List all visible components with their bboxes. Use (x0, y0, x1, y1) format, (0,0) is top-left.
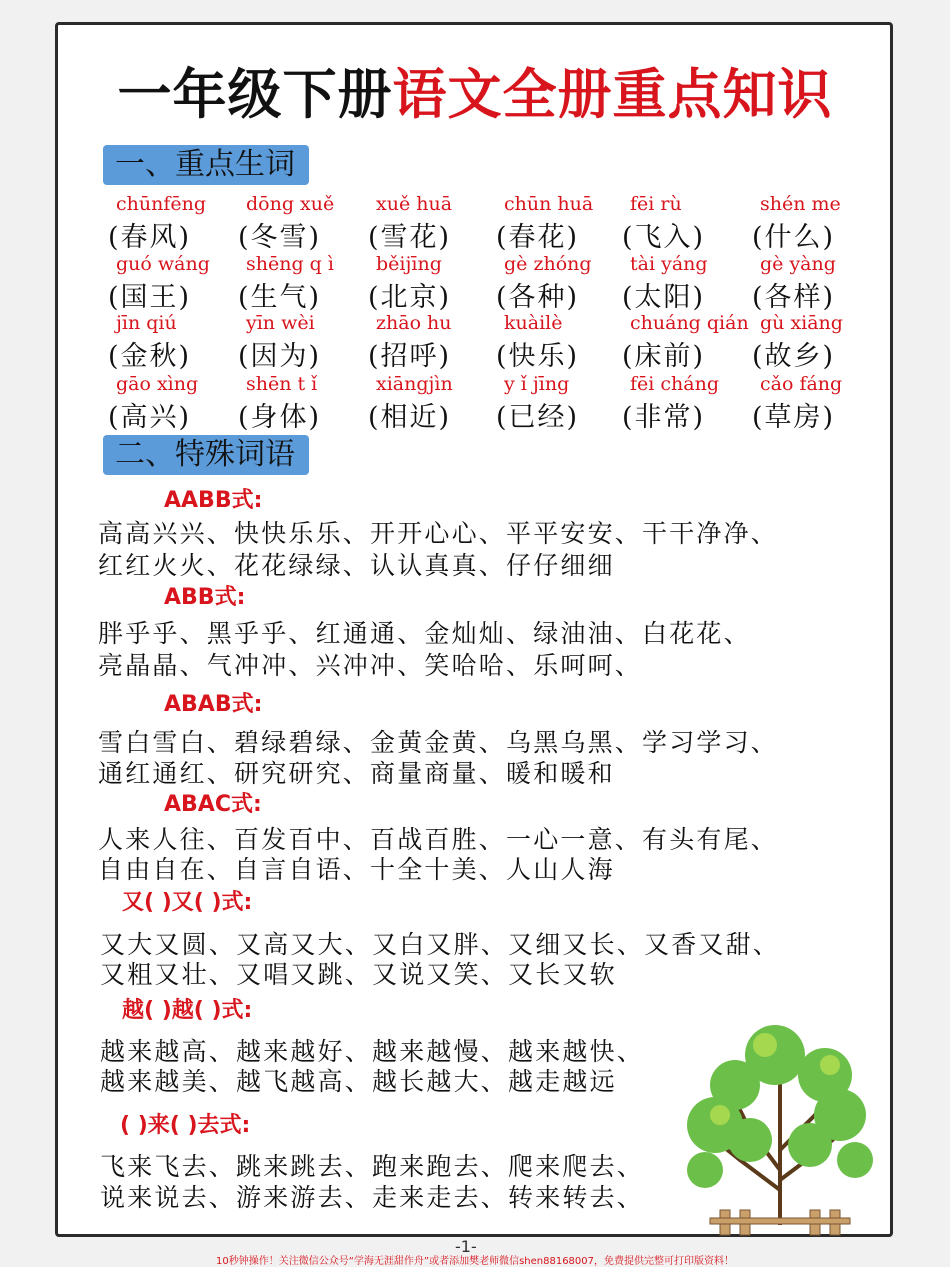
pinyin-label: xiāngjìn (376, 373, 453, 395)
vocab-word: (什么) (752, 222, 836, 253)
pinyin-label: zhāo hu (376, 312, 452, 334)
pinyin-label: gù xiāng (760, 312, 843, 334)
pattern-label: ( )来( )去式: (120, 1113, 251, 1138)
vocab-word: (身体) (238, 402, 322, 433)
pinyin-label: tài yáng (630, 253, 708, 275)
pinyin-label: shēn t ǐ (246, 373, 318, 395)
word-list-line: 通红通红、研究研究、商量商量、暖和暖和 (98, 759, 615, 788)
pattern-label: AABB式: (164, 488, 263, 513)
vocab-word: (雪花) (368, 222, 452, 253)
pattern-label: ABAC式: (164, 792, 262, 817)
vocab-word: (北京) (368, 282, 452, 313)
pinyin-label: chūnfēng (116, 193, 207, 215)
pinyin-label: fēi rù (630, 193, 682, 215)
word-list-line: 越来越美、越飞越高、越长越大、越走越远 (100, 1067, 617, 1096)
word-list-line: 红红火火、花花绿绿、认认真真、仔仔细细 (98, 551, 615, 580)
vocab-word: (太阳) (622, 282, 706, 313)
vocab-word: (国王) (108, 282, 192, 313)
word-list-line: 自由自在、自言自语、十全十美、人山人海 (98, 855, 615, 884)
section-heading-key-words: 一、重点生词 (103, 145, 309, 185)
vocab-word: (生气) (238, 282, 322, 313)
pinyin-label: gè yàng (760, 253, 836, 275)
word-list-line: 飞来飞去、跳来跳去、跑来跑去、爬来爬去、 (100, 1152, 645, 1181)
vocab-word: (金秋) (108, 341, 192, 372)
word-list-line: 又大又圆、又高又大、又白又胖、又细又长、又香又甜、 (100, 930, 781, 959)
pinyin-label: běijīng (376, 253, 442, 275)
page-title (0, 52, 950, 129)
pinyin-label: guó wáng (116, 253, 210, 275)
page-number: -1- (455, 1237, 477, 1256)
pinyin-label: fēi cháng (630, 373, 719, 395)
pinyin-label: kuàilè (504, 312, 563, 334)
word-list-line: 高高兴兴、快快乐乐、开开心心、平平安安、干干净净、 (98, 519, 779, 548)
vocab-word: (快乐) (496, 341, 580, 372)
pinyin-label: y ǐ jīng (504, 373, 570, 395)
word-list-line: 越来越高、越来越好、越来越慢、越来越快、 (100, 1037, 645, 1066)
footer-note: 10秒钟操作！关注微信公众号“学海无涯甜作舟”或者添加樊老师微信shen88168007，免费提供完整可打印版资料！ (215, 1256, 735, 1267)
vocab-word: (各样) (752, 282, 836, 313)
pinyin-label: dōng xuě (246, 193, 335, 215)
pinyin-label: jīn qiú (116, 312, 177, 334)
vocab-word: (冬雪) (238, 222, 322, 253)
vocab-word: (床前) (622, 341, 706, 372)
word-list-line: 雪白雪白、碧绿碧绿、金黄金黄、乌黑乌黑、学习学习、 (98, 728, 779, 757)
vocab-word: (非常) (622, 402, 706, 433)
vocab-word: (已经) (496, 402, 580, 433)
word-list-line: 亮晶晶、气冲冲、兴冲冲、笑哈哈、乐呵呵、 (98, 651, 643, 680)
word-list-line: 又粗又壮、又唱又跳、又说又笑、又长又软 (100, 960, 617, 989)
pinyin-label: gāo xìng (116, 373, 199, 395)
pinyin-label: shén me (760, 193, 841, 215)
pattern-label: ABB式: (164, 585, 246, 610)
vocab-word: (飞入) (622, 222, 706, 253)
section-heading-special-words: 二、特殊词语 (103, 435, 309, 475)
pattern-label: ABAB式: (164, 692, 263, 717)
vocab-word: (招呼) (368, 341, 452, 372)
pinyin-label: xuě huā (376, 193, 453, 215)
pinyin-label: yīn wèi (246, 312, 315, 334)
pinyin-label: shēng q ì (246, 253, 334, 275)
title-black-part: 一年级下册 (117, 63, 393, 126)
vocab-word: (高兴) (108, 402, 192, 433)
vocab-word: (春风) (108, 222, 192, 253)
vocab-word: (相近) (368, 402, 452, 433)
title-red-part: 语文全册重点知识 (392, 63, 833, 126)
vocab-word: (因为) (238, 341, 322, 372)
pinyin-label: chūn huā (504, 193, 594, 215)
pattern-label: 越( )越( )式: (122, 998, 253, 1023)
pattern-label: 又( )又( )式: (122, 890, 253, 915)
pinyin-label: cǎo fáng (760, 373, 843, 395)
vocab-word: (春花) (496, 222, 580, 253)
vocab-word: (故乡) (752, 341, 836, 372)
vocab-word: (草房) (752, 402, 836, 433)
word-list-line: 人来人往、百发百中、百战百胜、一心一意、有头有尾、 (98, 825, 779, 854)
vocab-word: (各种) (496, 282, 580, 313)
word-list-line: 说来说去、游来游去、走来走去、转来转去、 (100, 1183, 645, 1212)
pinyin-label: gè zhóng (504, 253, 592, 275)
pinyin-label: chuáng qián (630, 312, 749, 334)
word-list-line: 胖乎乎、黑乎乎、红通通、金灿灿、绿油油、白花花、 (98, 619, 751, 648)
tree-illustration (680, 1020, 880, 1240)
